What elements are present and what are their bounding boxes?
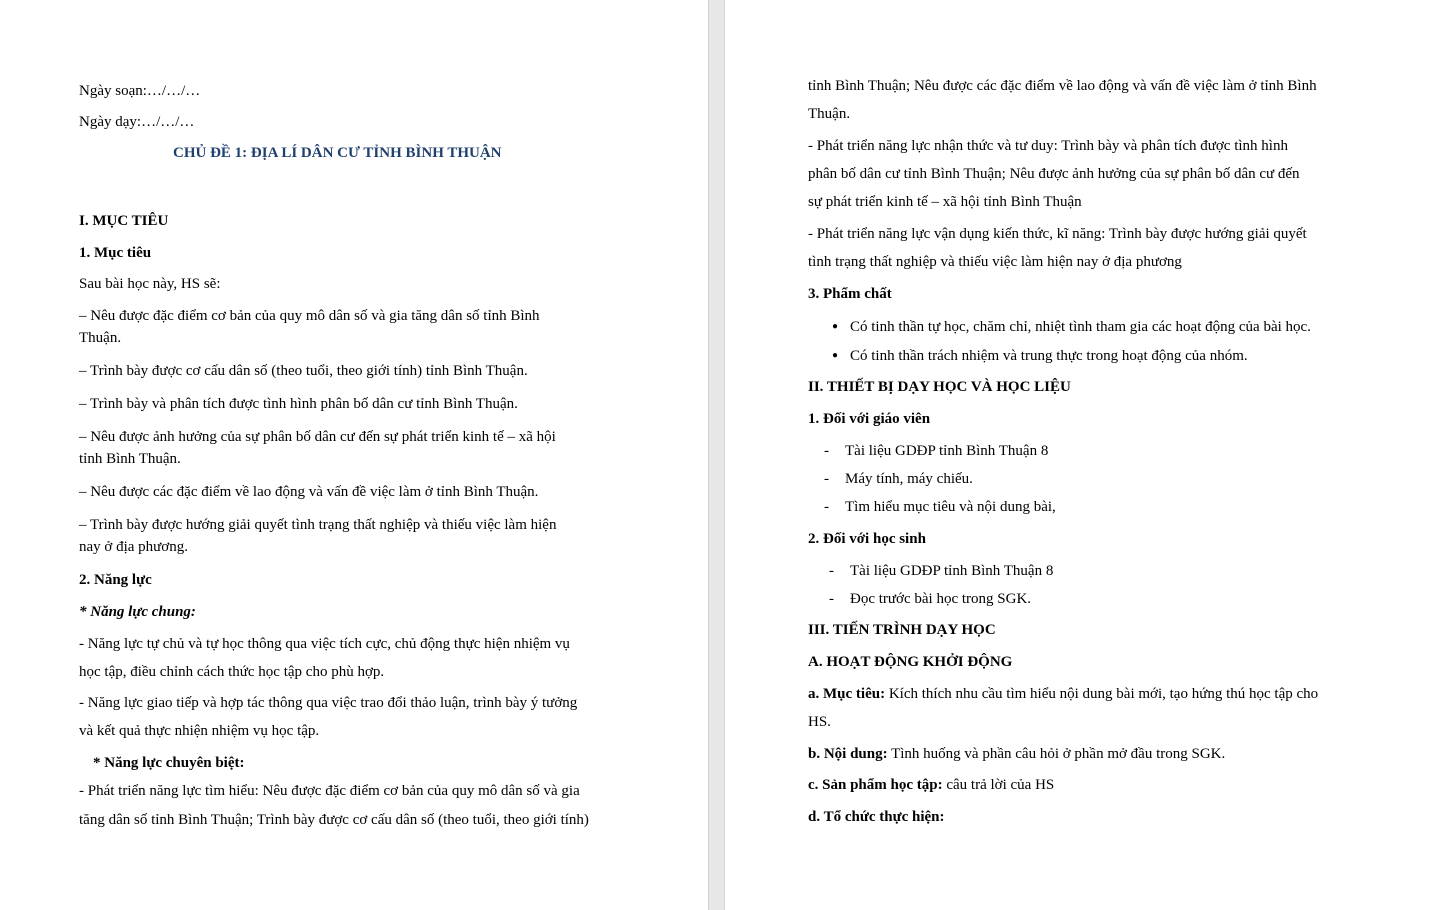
activity-goal-line bbox=[808, 683, 1318, 705]
continued-line: phân bố dân cư tỉnh Bình Thuận; Nêu được ảnh hưởng của sự phân bố dân cư đến bbox=[808, 166, 1300, 182]
continued-line: - Phát triển năng lực vận dụng kiến thức, kĩ năng: Trình bày được hướng giải quyết bbox=[808, 226, 1307, 242]
activity-heading: A. HOẠT ĐỘNG KHỞI ĐỘNG bbox=[808, 654, 1013, 670]
activity-product-line bbox=[808, 774, 1054, 796]
student-heading: 2. Đối với học sinh bbox=[808, 531, 926, 547]
document-page-left bbox=[0, 0, 708, 910]
document-page-right bbox=[725, 0, 1430, 910]
section-heading-equipment: II. THIẾT BỊ DẠY HỌC VÀ HỌC LIỆU bbox=[808, 379, 1071, 395]
teacher-item: - Máy tính, máy chiếu. bbox=[808, 468, 973, 490]
content-label: b. Nội dung: bbox=[808, 746, 888, 762]
activity-goal-line-2: HS. bbox=[808, 714, 831, 730]
continued-line: tỉnh Bình Thuận; Nêu được các đặc điểm về lao động và vấn đề việc làm ở tỉnh Bình bbox=[808, 78, 1317, 94]
topic-title: CHỦ ĐỀ 1: ĐỊA LÍ DÂN CƯ TỈNH BÌNH THUẬN bbox=[173, 145, 502, 161]
objectives-intro: Sau bài học này, HS sẽ: bbox=[79, 276, 221, 292]
objective-line: – Nêu được đặc điểm cơ bản của quy mô dân số và gia tăng dân số tỉnh Bình bbox=[79, 308, 540, 324]
continued-line: - Phát triển năng lực nhận thức và tư duy: Trình bày và phân tích được tình hình bbox=[808, 138, 1288, 154]
teacher-item: - Tìm hiểu mục tiêu và nội dung bài, bbox=[808, 496, 1056, 518]
general-competence-heading: * Năng lực chung: bbox=[79, 604, 196, 620]
subsection-heading-competence: 2. Năng lực bbox=[79, 572, 152, 588]
general-competence-line: - Năng lực giao tiếp và hợp tác thông qua việc trao đổi thảo luận, trình bày ý tưởng bbox=[79, 695, 578, 711]
goal-label: a. Mục tiêu: bbox=[808, 686, 886, 702]
subsection-heading-qualities: 3. Phẩm chất bbox=[808, 286, 892, 302]
continued-line: sự phát triển kinh tế – xã hội tỉnh Bình Thuận bbox=[808, 194, 1082, 210]
date-taught: Ngày dạy:…/…/… bbox=[79, 114, 195, 130]
product-label: c. Sản phẩm học tập: bbox=[808, 777, 943, 793]
general-competence-line: học tập, điều chỉnh cách thức học tập cho phù hợp. bbox=[79, 664, 385, 680]
quality-bullet-item: ● Có tinh thần trách nhiệm và trung thực trong hoạt động của nhóm. bbox=[828, 345, 1248, 367]
continued-line: tình trạng thất nghiệp và thiếu việc làm hiện nay ở địa phương bbox=[808, 254, 1182, 270]
activity-content-line bbox=[808, 743, 1225, 765]
objective-line: tỉnh Bình Thuận. bbox=[79, 451, 181, 467]
product-text: câu trả lời của HS bbox=[942, 777, 1055, 793]
objective-line: Thuận. bbox=[79, 330, 122, 346]
continued-line: Thuận. bbox=[808, 106, 851, 122]
section-heading-objectives: I. MỤC TIÊU bbox=[79, 213, 169, 229]
specific-competence-line: tăng dân số tỉnh Bình Thuận; Trình bày được cơ cấu dân số (theo tuổi, theo giới tính) bbox=[79, 812, 589, 828]
objective-line: – Nêu được ảnh hưởng của sự phân bố dân cư đến sự phát triển kinh tế – xã hội bbox=[79, 429, 556, 445]
date-prepared: Ngày soạn:…/…/… bbox=[79, 83, 201, 99]
section-heading-process: III. TIẾN TRÌNH DẠY HỌC bbox=[808, 622, 996, 638]
general-competence-line: - Năng lực tự chủ và tự học thông qua việc tích cực, chủ động thực hiện nhiệm vụ bbox=[79, 636, 570, 652]
page-gutter bbox=[708, 0, 725, 910]
specific-competence-heading: * Năng lực chuyên biệt: bbox=[93, 755, 245, 771]
goal-text: Kích thích nhu cầu tìm hiểu nội dung bài mới, tạo hứng thú học tập cho bbox=[885, 686, 1319, 702]
subsection-heading-objectives: 1. Mục tiêu bbox=[79, 245, 152, 261]
objective-line: – Trình bày và phân tích được tình hình phân bố dân cư tỉnh Bình Thuận. bbox=[79, 396, 518, 412]
objective-line: – Nêu được các đặc điểm về lao động và vấn đề việc làm ở tỉnh Bình Thuận. bbox=[79, 484, 539, 500]
quality-bullet-item: ● Có tinh thần tự học, chăm chỉ, nhiệt tình tham gia các hoạt động của bài học. bbox=[828, 316, 1311, 338]
teacher-item: - Tài liệu GDĐP tỉnh Bình Thuận 8 bbox=[808, 440, 1048, 462]
specific-competence-line: - Phát triển năng lực tìm hiểu: Nêu được đặc điểm cơ bản của quy mô dân số và gia bbox=[79, 783, 580, 799]
student-item: - Tài liệu GDĐP tỉnh Bình Thuận 8 bbox=[813, 560, 1053, 582]
objective-line: – Trình bày được cơ cấu dân số (theo tuổi, theo giới tính) tỉnh Bình Thuận. bbox=[79, 363, 528, 379]
activity-organize-label: d. Tổ chức thực hiện: bbox=[808, 809, 945, 825]
teacher-heading: 1. Đối với giáo viên bbox=[808, 411, 931, 427]
content-text: Tình huống và phần câu hỏi ở phần mở đầu trong SGK. bbox=[887, 746, 1226, 762]
student-item: - Đọc trước bài học trong SGK. bbox=[813, 588, 1031, 610]
general-competence-line: và kết quả thực nhiện nhiệm vụ học tập. bbox=[79, 723, 320, 739]
objective-line: – Trình bày được hướng giải quyết tình trạng thất nghiệp và thiếu việc làm hiện bbox=[79, 517, 557, 533]
objective-line: nay ở địa phương. bbox=[79, 539, 188, 555]
